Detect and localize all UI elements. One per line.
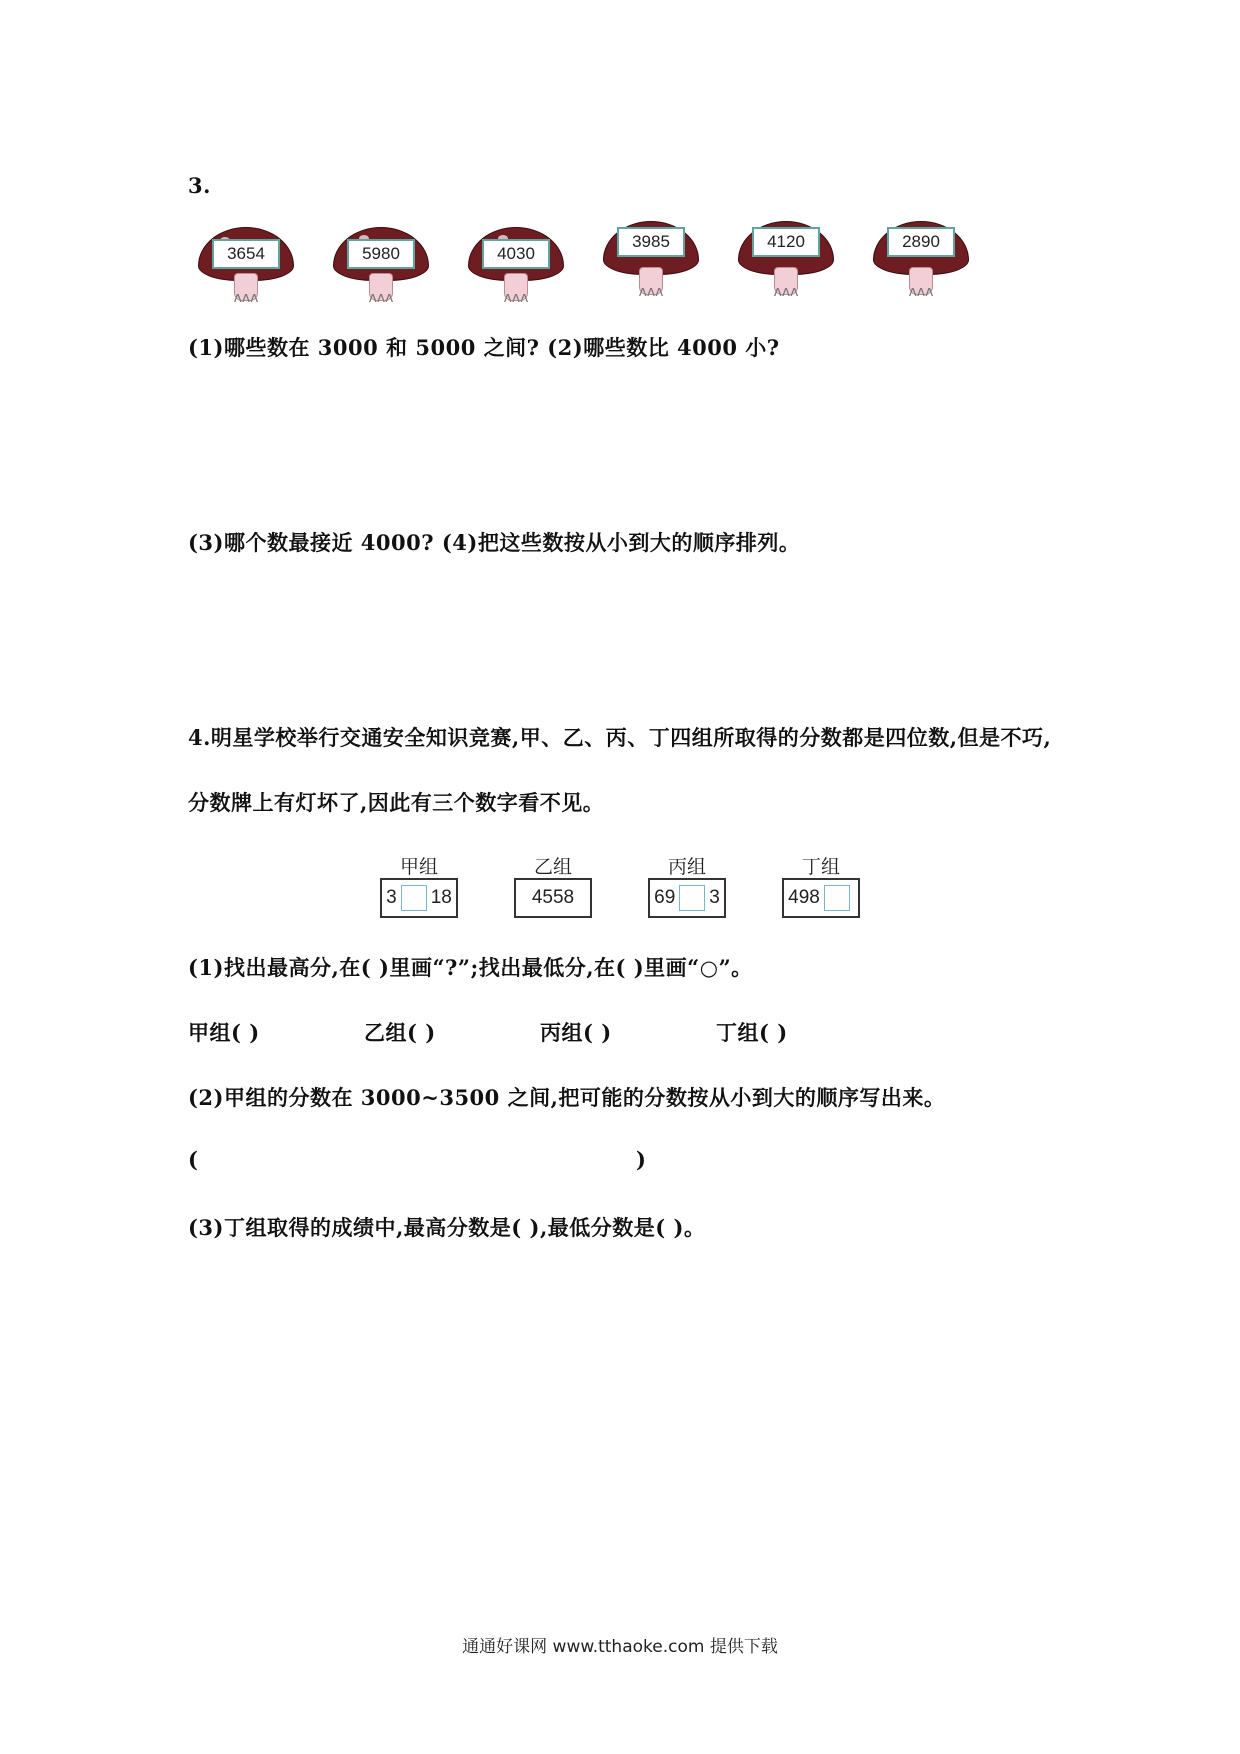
mushroom-number: 3985 (617, 227, 685, 257)
answer-group-jia[interactable]: 甲组( ) (188, 1020, 260, 1045)
answer-paren-close: ) (636, 1147, 647, 1172)
board-title-ding: 丁组 (801, 856, 840, 878)
question-4-part-2: (2)甲组的分数在 3000~3500 之间,把可能的分数按从小到大的顺序写出来。 (188, 1085, 946, 1110)
mushroom-number: 3654 (212, 239, 280, 269)
mushroom-card (603, 209, 699, 299)
question-3-parts-3-4: (3)哪个数最接近 4000? (4)把这些数按从小到大的顺序排列。 (188, 530, 801, 555)
score-board-bing (648, 878, 726, 918)
mushroom-number: 2890 (887, 227, 955, 257)
mushroom-number: 4120 (752, 227, 820, 257)
score-board-jia (380, 878, 458, 918)
mushroom-number: 4030 (482, 239, 550, 269)
board-digits-right: 3 (709, 887, 720, 908)
grass-icon: ᴧᴧᴧ (233, 290, 259, 306)
question-4-intro-line-2: 分数牌上有灯坏了,因此有三个数字看不见。 (188, 790, 605, 815)
question-4-part-1: (1)找出最高分,在( )里画“?”;找出最低分,在( )里画“○”。 (188, 955, 753, 980)
mushroom-card (468, 215, 564, 305)
board-digits-right: 18 (430, 887, 452, 908)
grass-icon: ᴧᴧᴧ (503, 290, 529, 306)
board-digits-left: 69 (654, 887, 676, 908)
score-board-ding (782, 878, 860, 918)
missing-digit-box[interactable] (824, 885, 850, 911)
missing-digit-box[interactable] (401, 885, 427, 911)
board-title-bing: 丙组 (667, 856, 706, 878)
question-3-parts-1-2: (1)哪些数在 3000 和 5000 之间? (2)哪些数比 4000 小? (188, 335, 780, 360)
grass-icon: ᴧᴧᴧ (908, 284, 934, 300)
board-digits-left: 498 (788, 887, 820, 908)
board-title-yi: 乙组 (533, 856, 572, 878)
answer-blank-area[interactable] (200, 1142, 640, 1176)
grass-icon: ᴧᴧᴧ (773, 284, 799, 300)
score-board-yi (514, 878, 592, 918)
answer-group-yi[interactable]: 乙组( ) (364, 1020, 436, 1045)
question-3-number: 3. (188, 173, 211, 198)
answer-group-bing[interactable]: 丙组( ) (540, 1020, 612, 1045)
footer-source: 通通好课网 www.tthaoke.com 提供下载 (462, 1637, 778, 1657)
mushroom-card (198, 215, 294, 305)
board-digits: 4558 (531, 887, 575, 908)
mushroom-card (738, 209, 834, 299)
board-title-jia: 甲组 (399, 856, 438, 878)
mushroom-number: 5980 (347, 239, 415, 269)
board-digits-left: 3 (386, 887, 397, 908)
question-4-intro-line-1: 4.明星学校举行交通安全知识竞赛,甲、乙、丙、丁四组所取得的分数都是四位数,但是不巧, (188, 725, 1052, 750)
missing-digit-box[interactable] (679, 885, 705, 911)
answer-group-ding[interactable]: 丁组( ) (716, 1020, 788, 1045)
mushroom-card (873, 209, 969, 299)
grass-icon: ᴧᴧᴧ (368, 290, 394, 306)
answer-paren-open: ( (188, 1147, 199, 1172)
mushroom-card (333, 215, 429, 305)
question-4-part-3: (3)丁组取得的成绩中,最高分数是( ),最低分数是( )。 (188, 1215, 706, 1240)
grass-icon: ᴧᴧᴧ (638, 284, 664, 300)
